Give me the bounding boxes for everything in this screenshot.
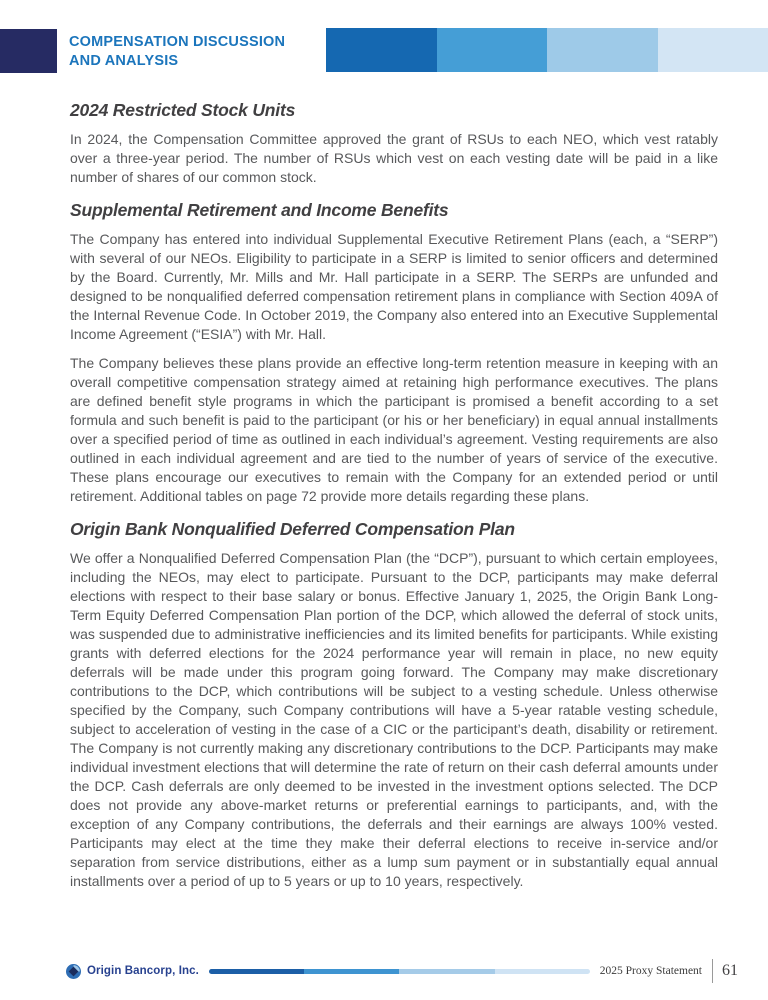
footer-bar-segment <box>399 969 494 974</box>
footer-bar-segment <box>209 969 304 974</box>
footer-proxy-statement-label: 2025 Proxy Statement <box>599 965 702 977</box>
footer-divider <box>712 959 713 983</box>
section-supplemental-retirement <box>70 199 718 506</box>
eyebrow-line-2: AND ANALYSIS <box>69 53 179 69</box>
page-content <box>70 99 718 901</box>
footer-bar-segment <box>495 969 590 974</box>
section-restricted-stock-units <box>70 99 718 187</box>
paragraph: The Company believes these plans provide an effective long-term retention measure in keeping with an overall competitive compensation strategy aimed at retaining high performance executives. The plans are defined benefit style programs in which the participant is promised a benefit according to a set formula and such benefit is paid to the participant (or his or her beneficiary) in equal annual installments over a specified period of time as outlined in each individual’s agreement. Vesting requirements are also outlined in each individual agreement and are tied to the number of years of service of the executive. These plans encourage our executives to remain with the Company for an extended period or until retirement. Additional tables on page 72 provide more details regarding these plans. <box>70 355 718 504</box>
paragraph: The Company has entered into individual Supplemental Executive Retirement Plans (each, a “SERP”) with several of our NEOs. Eligibility to participate in a SERP is limited to senior officers and determined by the Board. Currently, Mr. Mills and Mr. Hall participate in a SERP. The SERPs are unfunded and designed to be nonqualified deferred compensation retirement plans in compliance with Section 409A of the Internal Revenue Code. In October 2019, the Company also entered into an Executive Supplemental Income Agreement (“ESIA”) with Mr. Hall. <box>70 231 718 342</box>
page-header <box>0 0 768 73</box>
section-heading: Origin Bank Nonqualified Deferred Compensation Plan <box>70 519 515 539</box>
section-heading: Supplemental Retirement and Income Benefits <box>70 200 449 220</box>
paragraph: We offer a Nonqualified Deferred Compensation Plan (the “DCP”), pursuant to which certain employees, including the NEOs, may elect to participate. Pursuant to the DCP, participants may make deferral elections with respect to their base salary or bonus. Effective January 1, 2025, the Origin Bank Long-Term Equity Deferred Compensation Plan portion of the DCP, which allowed the deferral of stock units, was suspended due to administrative inefficiencies and its limited benefits for participants. While existing grants with deferred elections for the 2024 performance year will remain in place, no new equity deferrals will be made under this program going forward. The Company may make discretionary contributions to the DCP, which contributions will be subject to a vesting schedule. Unless otherwise specified by the Company, such Company contributions will have a 5-year ratable vesting schedule, subject to acceleration of vesting in the case of a CIC or the participant’s death, disability or retirement. The Company is not currently making any discretionary contributions to the DCP. Participants may make individual investment elections that will determine the rate of return on their cash deferral amounts under the DCP. Cash deferrals are only deemed to be invested in the investment options selected. The DCP does not provide any above-market returns or preferential earnings to participants, and, with the exception of any Company contributions, the deferrals and their earnings are always 100% vested. Participants may elect at the time they make their deferral elections to receive in-service and/or separation from service distributions, either as a lump sum payment or in substantially equal annual installments over a period of up to 5 years or up to 10 years, respectively. <box>70 550 718 889</box>
header-bar-segment <box>326 28 437 72</box>
paragraph: In 2024, the Compensation Committee approved the grant of RSUs to each NEO, which vest ratably over a three-year period. The number of RSUs which vest on each vesting date will be paid in a like number of shares of our common stock. <box>70 131 718 185</box>
page-footer <box>66 958 738 984</box>
footer-gradient-bar <box>209 969 590 974</box>
header-gradient-bar <box>326 28 768 72</box>
section-deferred-compensation-plan <box>70 518 718 891</box>
section-heading: 2024 Restricted Stock Units <box>70 100 296 120</box>
header-bar-segment <box>437 28 548 72</box>
header-bar-segment <box>658 28 768 72</box>
footer-page-number: 61 <box>722 962 738 979</box>
origin-bancorp-logo-icon <box>66 964 81 979</box>
header-accent-square <box>0 29 57 73</box>
footer-bar-segment <box>304 969 399 974</box>
header-bar-segment <box>547 28 658 72</box>
footer-company-name: Origin Bancorp, Inc. <box>87 965 199 977</box>
section-eyebrow-title <box>69 33 285 71</box>
eyebrow-line-1: COMPENSATION DISCUSSION <box>69 34 286 50</box>
